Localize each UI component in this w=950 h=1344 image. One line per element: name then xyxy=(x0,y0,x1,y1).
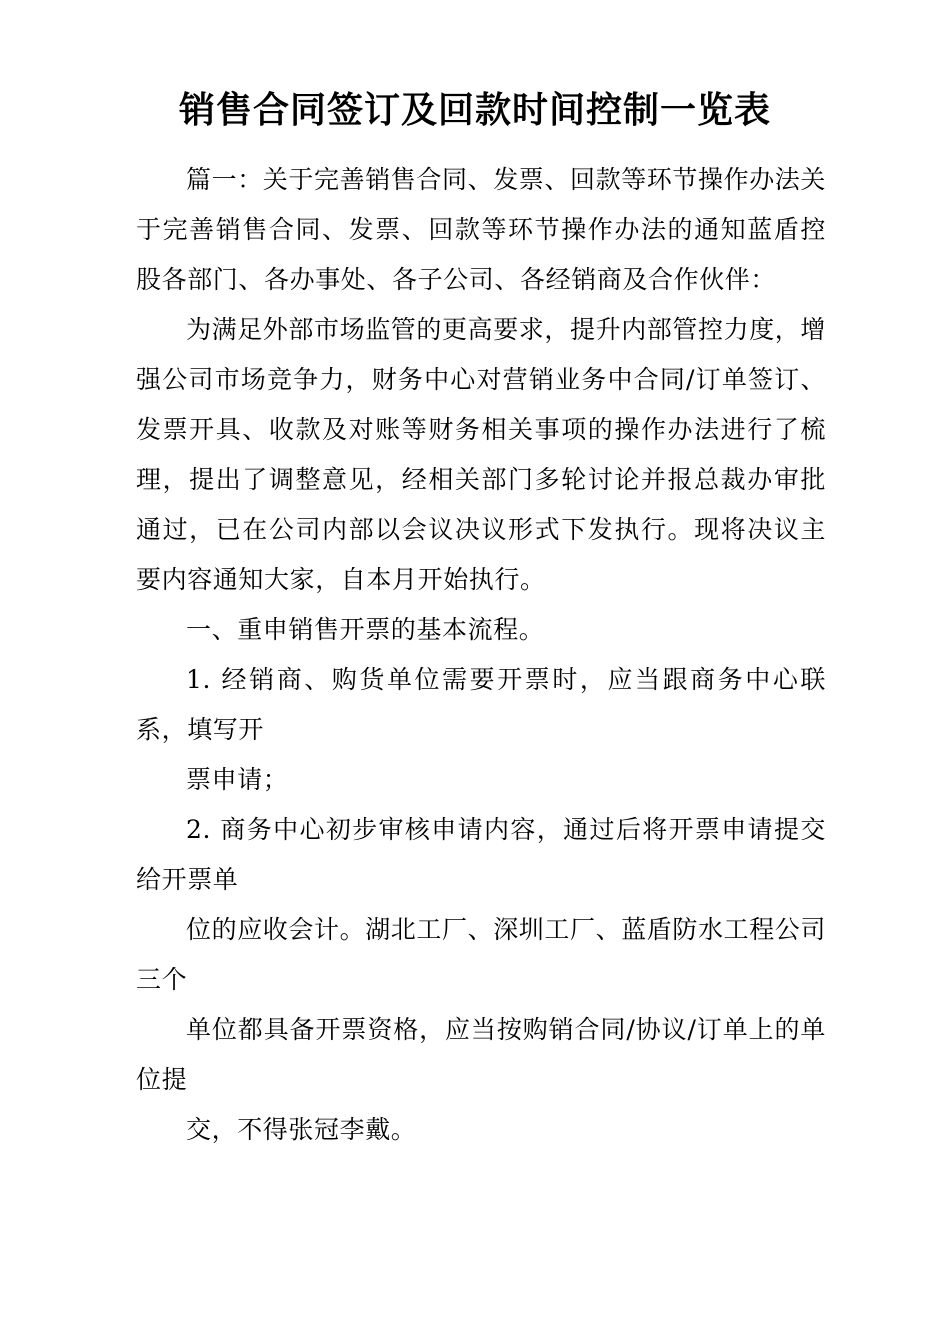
document-body xyxy=(136,155,826,1155)
list-item-2-continued-c: 交，不得张冠李戴。 xyxy=(186,1115,417,1144)
paragraph-purpose: 为满足外部市场监管的更高要求，提升内部管控力度，增强公司市场竞争力，财务中心对营销业务中合同/订单签订、发票开具、收款及对账等财务相关事项的操作办法进行了梳理，提出了调整意见，经相关部门多轮讨论并报总裁办审批通过，已在公司内部以会议决议形式下发执行。现将决议主要内容通知大家，自本月开始执行。 xyxy=(136,315,827,594)
list-item-2-continued-b: 单位都具备开票资格，应当按购销合同/协议/订单上的单位提 xyxy=(136,1015,826,1094)
list-item-2: 2. 商务中心初步审核申请内容，通过后将开票申请提交给开票单 xyxy=(136,815,826,894)
list-item-1-continued: 票申请； xyxy=(186,765,289,794)
section-heading-1: 一、重申销售开票的基本流程。 xyxy=(186,615,545,644)
paragraph-intro: 篇一：关于完善销售合同、发票、回款等环节操作办法关于完善销售合同、发票、回款等环节操作办法的通知蓝盾控股各部门、各办事处、各子公司、各经销商及合作伙伴： xyxy=(136,165,827,294)
list-item-2-continued-a: 位的应收会计。湖北工厂、深圳工厂、蓝盾防水工程公司三个 xyxy=(136,915,827,994)
document-title: 销售合同签订及回款时间控制一览表 xyxy=(178,89,771,131)
list-item-1: 1. 经销商、购货单位需要开票时，应当跟商务中心联系，填写开 xyxy=(136,665,826,744)
